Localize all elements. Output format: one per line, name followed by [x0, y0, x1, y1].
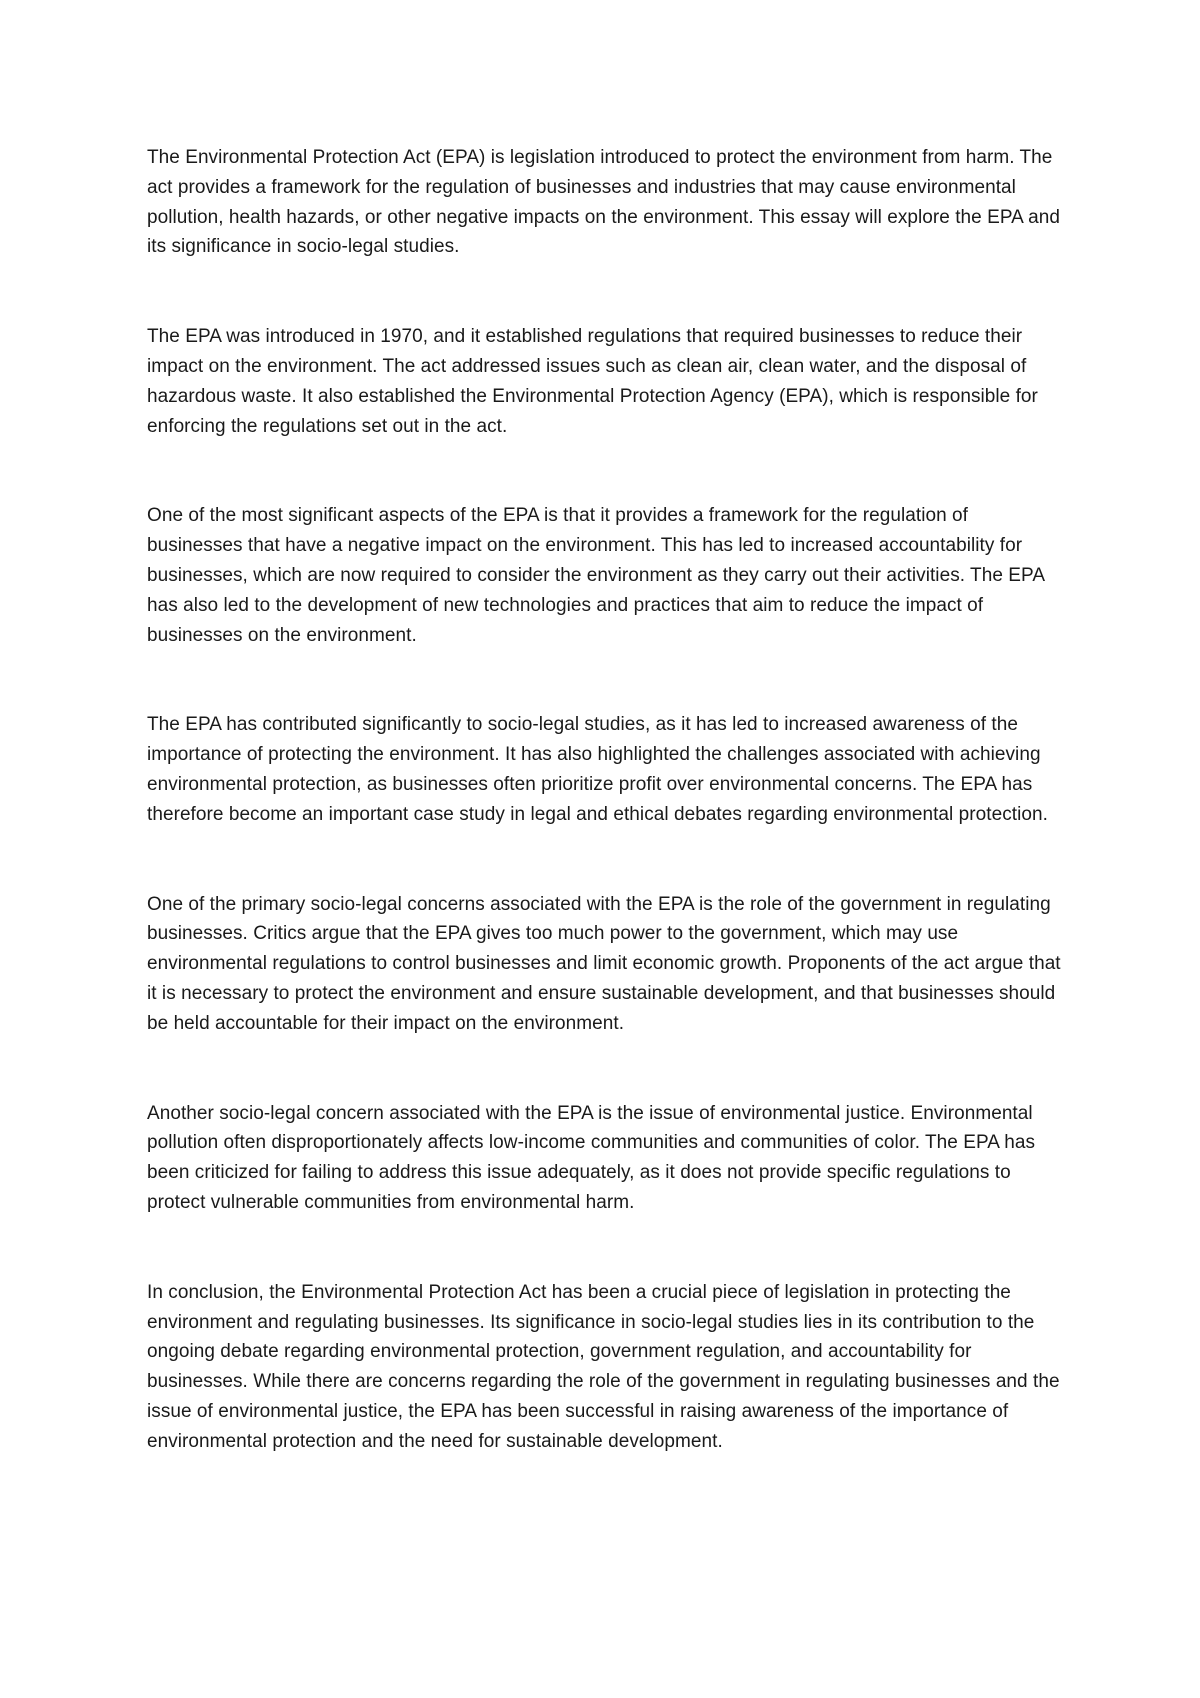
- paragraph-introduction: The Environmental Protection Act (EPA) is legislation introduced to protect the environment from harm. The act provides a framework for the regulation of businesses and industries that may cause environmental pollution, health hazards, or other negative impacts on the environment. This essay will explore the EPA and its significance in socio-legal studies.: [147, 147, 1060, 258]
- paragraph-significance: One of the most significant aspects of the EPA is that it provides a framework for the regulation of businesses that have a negative impact on the environment. This has led to increased accountability for businesses, which are now required to consider the environment as they carry out their activities. The EPA has also led to the development of new technologies and practices that aim to reduce the impact of businesses on the environment.: [147, 505, 1044, 646]
- document-body: [147, 143, 1067, 1457]
- paragraph-government-role: One of the primary socio-legal concerns associated with the EPA is the role of the government in regulating businesses. Critics argue that the EPA gives too much power to the government, which may use environmental regulations to control businesses and limit economic growth. Proponents of the act argue that it is necessary to protect the environment and ensure sustainable development, and that businesses should be held accountable for their impact on the environment.: [147, 893, 1061, 1034]
- paragraph-conclusion: In conclusion, the Environmental Protection Act has been a crucial piece of legislation in protecting the environment and regulating businesses. Its significance in socio-legal studies lies in its contribution to the ongoing debate regarding environmental protection, government regulation, and accountability for businesses. While there are concerns regarding the role of the government in regulating businesses and the issue of environmental justice, the EPA has been successful in raising awareness of the importance of environmental protection and the need for sustainable development.: [147, 1281, 1060, 1452]
- paragraph-history: The EPA was introduced in 1970, and it established regulations that required businesses to reduce their impact on the environment. The act addressed issues such as clean air, clean water, and the disposal of hazardous waste. It also established the Environmental Protection Agency (EPA), which is responsible for enforcing the regulations set out in the act.: [147, 326, 1038, 437]
- paragraph-environmental-justice: Another socio-legal concern associated with the EPA is the issue of environmental justice. Environmental pollution often disproportionately affects low-income communities and communities of color. The EPA has been criticized for failing to address this issue adequately, as it does not provide specific regulations to protect vulnerable communities from environmental harm.: [147, 1102, 1036, 1213]
- paragraph-socio-legal-contribution: The EPA has contributed significantly to socio-legal studies, as it has led to increased awareness of the importance of protecting the environment. It has also highlighted the challenges associated with achieving environmental protection, as businesses often prioritize profit over environmental concerns. The EPA has therefore become an important case study in legal and ethical debates regarding environmental protection.: [147, 714, 1048, 825]
